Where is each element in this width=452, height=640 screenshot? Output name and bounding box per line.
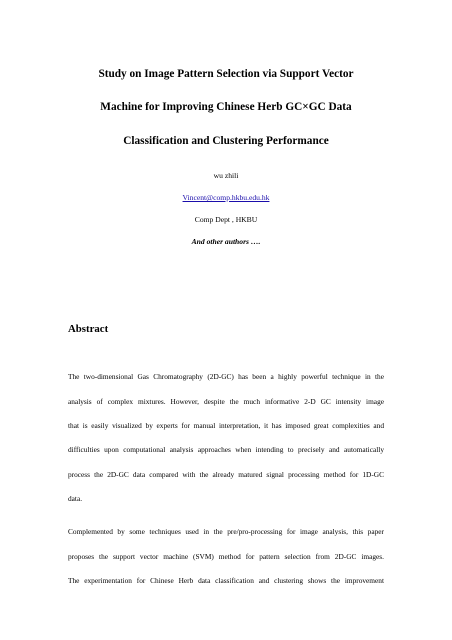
author-email-row xyxy=(0,193,452,203)
abstract-p2-line: The experimentation for Chinese Herb data classification and clustering shows the improvement xyxy=(68,576,384,585)
author-affiliation: Comp Dept , HKBU xyxy=(194,215,258,224)
abstract-p1-line: The two-dimensional Gas Chromatography (2D-GC) has been a highly powerful technique in the xyxy=(68,372,384,381)
abstract-p1-line: data. xyxy=(68,494,83,503)
abstract-p1-line: that is easily visualized by experts for manual interpretation, it has imposed great complexities and xyxy=(68,421,384,430)
abstract-p1-line: analysis of complex mixtures. However, despite the much informative 2-D GC intensity image xyxy=(68,397,384,406)
abstract-p2-line: proposes the support vector machine (SVM) method for pattern selection from 2D-GC images. xyxy=(68,552,384,561)
paper-title-line-1: Study on Image Pattern Selection via Support Vector xyxy=(98,68,354,80)
author-email-link[interactable]: Vincent@comp.hkbu.edu.hk xyxy=(182,193,270,202)
abstract-p2-line: Complemented by some techniques used in the pre/pro-processing for image analysis, this paper xyxy=(68,527,384,536)
abstract-p1-line: process the 2D-GC data compared with the already matured signal processing method for 1D-GC xyxy=(68,470,384,479)
other-authors-note: And other authors …. xyxy=(191,237,261,246)
paper-title-line-2: Machine for Improving Chinese Herb GC×GC Data xyxy=(100,101,352,113)
abstract-heading: Abstract xyxy=(68,323,109,335)
abstract-p1-line: difficulties upon computational analysis approaches when intending to precisely and automatically xyxy=(68,445,384,454)
author-name: wu zhili xyxy=(213,171,239,180)
paper-title-line-3: Classification and Clustering Performance xyxy=(123,135,329,147)
